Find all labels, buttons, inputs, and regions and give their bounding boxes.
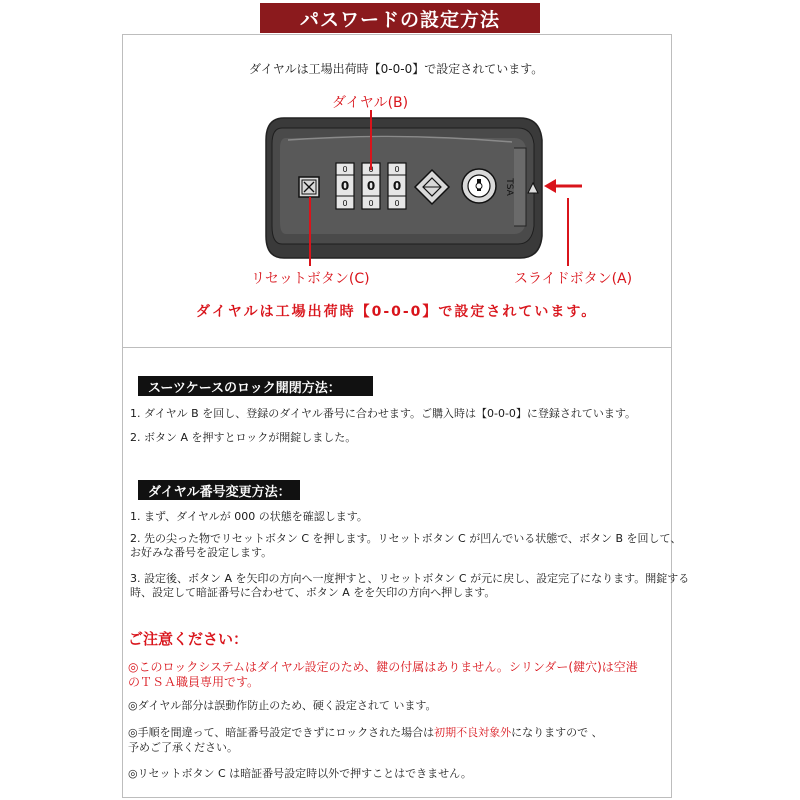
section-divider <box>122 347 672 348</box>
dial-digit: 0 <box>368 165 374 174</box>
change-step-2: 2. 先の尖った物でリセットボタン C を押します。リセットボタン C が凹んでいる状態で、ボタン B を回して、 <box>130 532 682 545</box>
notice-item-2: ◎ダイヤル部分は誤動作防止のため、硬く設定されて います。 <box>128 699 437 712</box>
notice-title: ご注意ください： <box>128 630 249 648</box>
change-step-2-cont: お好みな番号を設定します。 <box>130 546 273 559</box>
change-step-3-cont: 時、設定して暗証番号に合わせて、ボタン A をを矢印の方向へ押します。 <box>130 586 496 599</box>
notice-item-3-highlight: 初期不良対象外 <box>434 726 512 739</box>
dial-b-label: ダイヤル(B) <box>332 95 409 111</box>
dial-digit: 0 <box>342 165 348 174</box>
notice-item-1-cont: のＴＳＡ職員専用です。 <box>128 675 260 689</box>
slide-a-label: スライドボタン(A) <box>514 271 633 287</box>
dial-digit: 0 <box>342 199 348 208</box>
dial-digit: 0 <box>394 165 400 174</box>
reset-c-label: リセットボタン(C) <box>251 271 370 287</box>
dial-digit: 0 <box>392 179 402 193</box>
factory-default-notice: ダイヤルは工場出荷時【0-0-0】で設定されています。 <box>196 304 598 320</box>
change-step-3: 3. 設定後、ボタン A を矢印の方向へ一度押すと、リセットボタン C が元に戻し、設定完了になります。開錠する <box>130 572 690 585</box>
key-cylinder-icon <box>462 169 496 203</box>
section-heading-open-close: スーツケースのロック開閉方法： <box>138 376 373 396</box>
notice-item-3 <box>128 725 603 740</box>
notice-item-1: ◎このロックシステムはダイヤル設定のため、鍵の付属はありません。シリンダー(鍵穴)は空港 <box>128 660 638 674</box>
dial-digit: 0 <box>368 199 374 208</box>
change-step-1: 1. まず、ダイヤルが 000 の状態を確認します。 <box>130 510 368 523</box>
section-heading-change-code: ダイヤル番号変更方法： <box>138 480 300 500</box>
dial-digit: 0 <box>394 199 400 208</box>
notice-item-3-cont: 予めご了承ください。 <box>128 741 238 754</box>
page-title: パスワードの設定方法 <box>260 3 540 33</box>
open-step-2: 2. ボタン A を押すとロックが開錠しました。 <box>130 431 357 444</box>
open-step-1: 1. ダイヤル B を回し、登録のダイヤル番号に合わせます。ご購入時は【0-0-0】に登録されています。 <box>130 407 637 420</box>
arrow-left-icon <box>544 179 582 193</box>
reset-x-icon <box>299 177 319 197</box>
dial-digit: 0 <box>366 179 376 193</box>
notice-item-3-text: ◎手順を間違って、暗証番号設定できずにロックされた場合は <box>128 726 435 739</box>
intro-text: ダイヤルは工場出荷時【0-0-0】で設定されています。 <box>249 62 544 76</box>
dial-digit: 0 <box>340 179 350 193</box>
notice-item-3-tail: になりますので 、 <box>511 726 603 739</box>
tsa-mark: TSA <box>504 178 514 196</box>
notice-item-4: ◎リセットボタン C は暗証番号設定時以外で押すことはできません。 <box>128 767 472 780</box>
